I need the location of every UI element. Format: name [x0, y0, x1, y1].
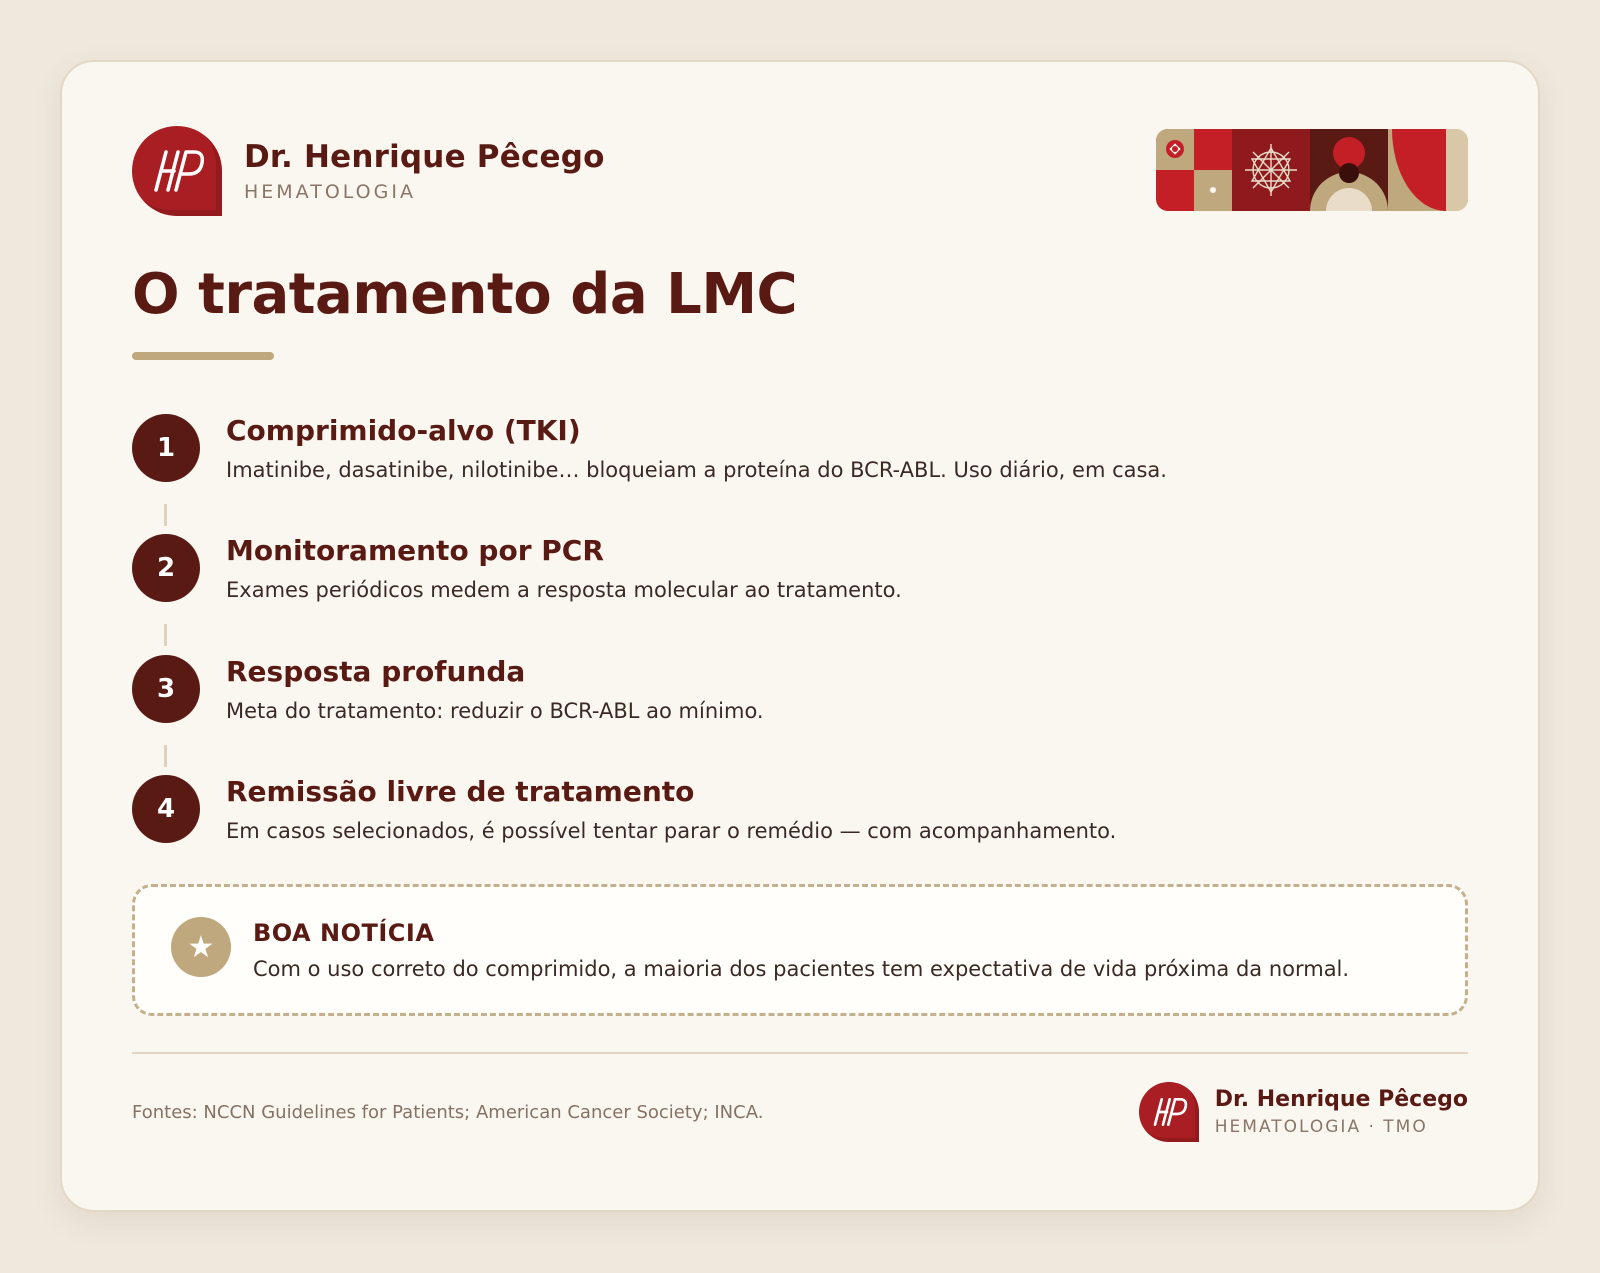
step-title: Resposta profunda: [226, 655, 526, 688]
step-connector: [164, 745, 167, 767]
note-title: BOA NOTÍCIA: [253, 919, 435, 947]
star-icon: ★: [171, 917, 231, 977]
logo-icon: [132, 126, 222, 216]
title-underline: [132, 352, 274, 360]
step-item: [132, 414, 1432, 494]
step-item: [132, 655, 1432, 735]
step-title: Monitoramento por PCR: [226, 534, 604, 567]
step-description: Exames periódicos medem a resposta molecular ao tratamento.: [226, 578, 902, 602]
step-description: Em casos selecionados, é possível tentar parar o remédio — com acompanhamento.: [226, 819, 1117, 843]
step-item: [132, 534, 1432, 614]
step-number: 3: [132, 655, 200, 723]
footer-divider: [132, 1052, 1468, 1054]
step-description: Imatinibe, dasatinibe, nilotinibe… bloqueiam a proteína do BCR-ABL. Uso diário, em casa.: [226, 458, 1167, 482]
step-item: [132, 775, 1432, 855]
step-description: Meta do tratamento: reduzir o BCR-ABL ao mínimo.: [226, 699, 764, 723]
footer-logo-icon: [1139, 1082, 1199, 1142]
step-connector: [164, 504, 167, 526]
content-card: [60, 60, 1540, 1212]
step-number: 2: [132, 534, 200, 602]
brand-subtitle: HEMATOLOGIA: [244, 181, 416, 203]
footer-brand-name: Dr. Henrique Pêcego: [1214, 1087, 1468, 1112]
decorative-pattern-icon: [1156, 129, 1468, 211]
step-title: Comprimido-alvo (TKI): [226, 414, 581, 447]
header-brand: [132, 126, 605, 216]
sources-text: Fontes: NCCN Guidelines for Patients; American Cancer Society; INCA.: [132, 1102, 764, 1123]
step-number: 4: [132, 775, 200, 843]
good-news-box: [132, 884, 1468, 1016]
page-title: O tratamento da LMC: [132, 262, 798, 327]
step-number: 1: [132, 414, 200, 482]
step-connector: [164, 624, 167, 646]
footer-brand-subtitle: HEMATOLOGIA · TMO: [1214, 1117, 1428, 1137]
step-title: Remissão livre de tratamento: [226, 775, 695, 808]
brand-name: Dr. Henrique Pêcego: [244, 139, 605, 175]
note-text: Com o uso correto do comprimido, a maioria dos pacientes tem expectativa de vida próxima da normal.: [253, 957, 1350, 981]
footer-brand: [1139, 1082, 1468, 1142]
